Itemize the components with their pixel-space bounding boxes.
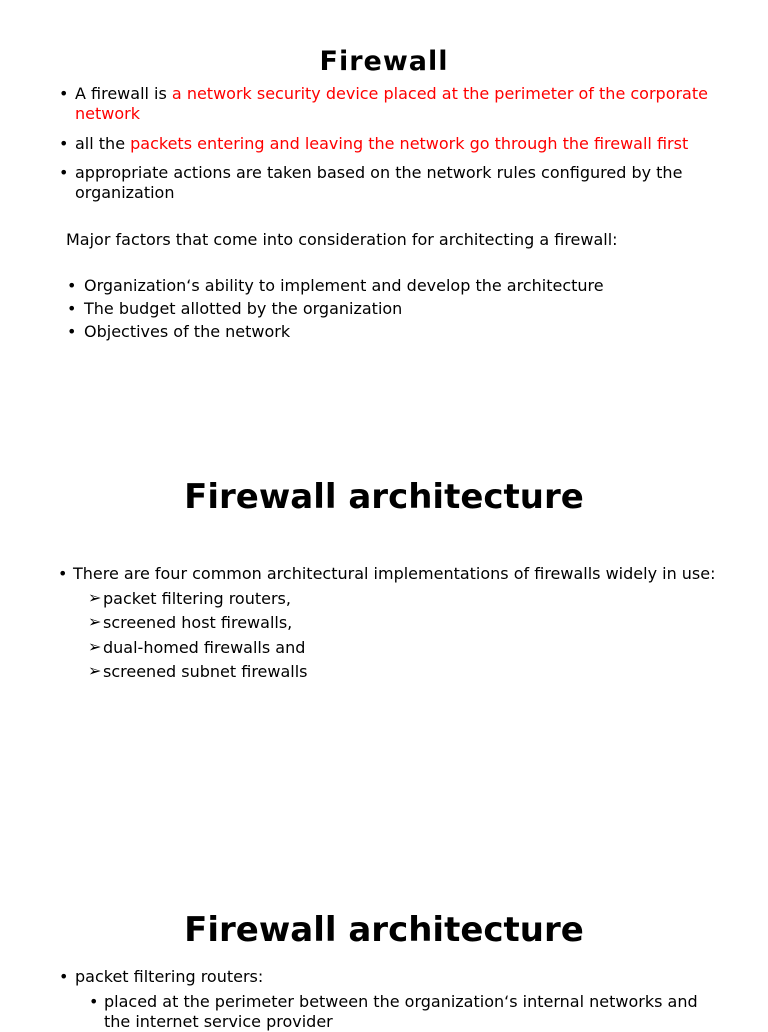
- architecture-item: packet filtering routers,: [103, 589, 291, 608]
- bullet-icon: •: [67, 276, 77, 295]
- bullet-packets: [75, 134, 715, 154]
- architecture-intro: There are four common architectural implementations of firewalls widely in use:: [73, 564, 716, 583]
- packet-filtering-bullet: packet filtering routers:: [75, 967, 264, 986]
- factors-intro: Major factors that come into consideration for architecting a firewall:: [66, 230, 618, 249]
- bullet-firewall-definition: [75, 84, 715, 124]
- bullet-icon: •: [59, 134, 69, 153]
- highlighted-text: a network security device placed at the perimeter of the corporate network: [75, 84, 708, 123]
- arrow-bullet-icon: ➢: [88, 661, 102, 680]
- bullet-icon: •: [67, 322, 77, 341]
- bullet-prefix: A firewall is: [75, 84, 172, 103]
- architecture-item: screened subnet firewalls: [103, 662, 308, 681]
- bullet-icon: •: [58, 564, 68, 583]
- slide-title-firewall: Firewall: [319, 46, 449, 77]
- factor-item: Organization‘s ability to implement and develop the architecture: [84, 276, 604, 295]
- factor-item: Objectives of the network: [84, 322, 291, 341]
- bullet-actions: appropriate actions are taken based on the network rules configured by the organization: [75, 163, 683, 202]
- arrow-bullet-icon: ➢: [88, 637, 102, 656]
- factor-item: The budget allotted by the organization: [84, 299, 403, 318]
- bullet-icon: •: [59, 84, 69, 103]
- architecture-item: screened host firewalls,: [103, 613, 293, 632]
- arrow-bullet-icon: ➢: [88, 612, 102, 631]
- slide-title-firewall-architecture: Firewall architecture: [184, 477, 584, 517]
- arrow-bullet-icon: ➢: [88, 588, 102, 607]
- packet-filtering-sub-bullet: placed at the perimeter between the organization‘s internal networks and the internet service provider: [104, 992, 698, 1031]
- bullet-icon: •: [67, 299, 77, 318]
- bullet-icon: •: [89, 992, 99, 1011]
- bullet-icon: •: [59, 163, 69, 182]
- bullet-prefix: all the: [75, 134, 131, 153]
- highlighted-text: packets entering and leaving the network go through the firewall first: [130, 134, 689, 153]
- bullet-icon: •: [59, 967, 69, 986]
- slide-title-firewall-architecture: Firewall architecture: [184, 910, 584, 950]
- architecture-item: dual-homed firewalls and: [103, 638, 306, 657]
